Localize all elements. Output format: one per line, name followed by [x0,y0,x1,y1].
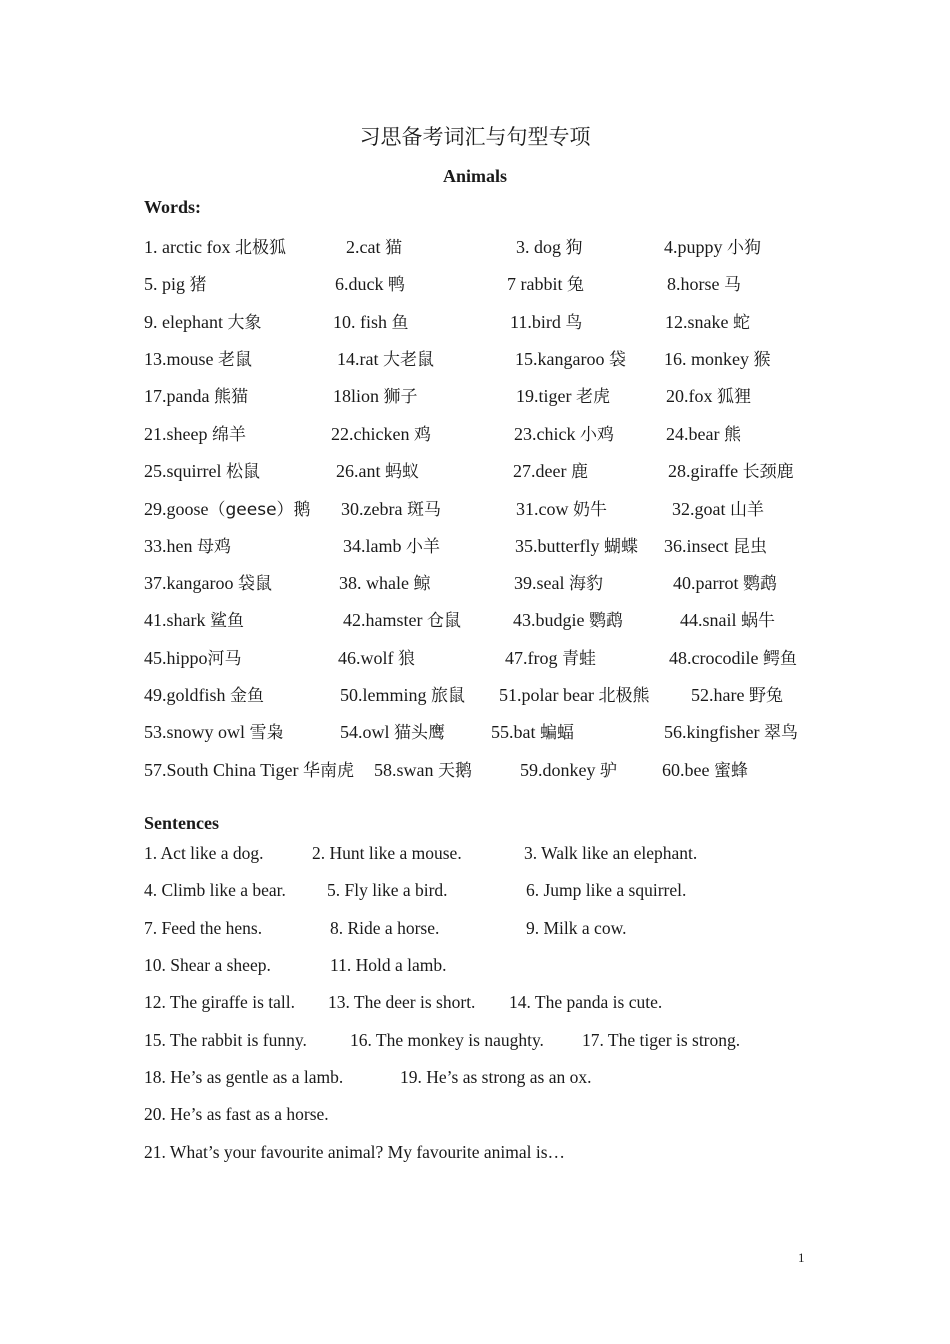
sentence-item: 5. Fly like a bird. [327,880,448,900]
word-row [144,308,844,334]
sentence-item: 11. Hold a lamb. [330,955,447,975]
sentence-row [144,1067,844,1093]
word-entry: 36.insect 昆虫 [664,536,767,557]
word-entry: 10. fish 鱼 [333,312,409,333]
word-entry: 2.cat 猫 [346,237,402,258]
word-entry: 46.wolf 狼 [338,648,415,669]
word-entry: 54.owl 猫头鹰 [340,722,445,743]
sentence-row [144,992,844,1018]
word-entry: 50.lemming 旅鼠 [340,685,465,706]
word-entry: 5. pig 猪 [144,274,207,295]
word-entry: 44.snail 蜗牛 [680,610,775,631]
sentence-item: 19. He’s as strong as an ox. [400,1067,592,1087]
word-entry: 56.kingfisher 翠鸟 [664,722,798,743]
word-entry: 26.ant 蚂蚁 [336,461,419,482]
document-subtitle: Animals [442,166,507,186]
sentence-row [144,955,844,981]
word-entry: 31.cow 奶牛 [516,499,607,520]
word-entry: 37.kangaroo 袋鼠 [144,573,272,594]
sentence-item: 1. Act like a dog. [144,843,264,863]
sentence-item: 8. Ride a horse. [330,918,440,938]
sentence-item: 7. Feed the hens. [144,918,263,938]
word-entry: 16. monkey 猴 [664,349,771,370]
sentence-row [144,843,844,869]
word-entry: 11.bird 鸟 [510,312,583,333]
word-entry: 15.kangaroo 袋 [515,349,626,370]
word-row [144,569,844,595]
page-number: 1 [798,1250,805,1265]
word-entry: 25.squirrel 松鼠 [144,461,260,482]
word-row [144,495,844,521]
word-entry: 29.goose（geese）鹅 [144,499,311,520]
word-row [144,681,844,707]
word-entry: 3. dog 狗 [516,237,583,258]
word-row [144,532,844,558]
sentence-row [144,1030,844,1056]
word-entry: 41.shark 鲨鱼 [144,610,244,631]
word-row [144,606,844,632]
sentence-row [144,1142,844,1168]
word-entry: 9. elephant 大象 [144,312,262,333]
word-entry: 24.bear 熊 [666,424,741,445]
word-entry: 49.goldfish 金鱼 [144,685,265,706]
sentence-row [144,918,844,944]
word-row [144,345,844,371]
word-row [144,420,844,446]
sentence-item: 16. The monkey is naughty. [350,1030,544,1050]
word-row [144,457,844,483]
sentence-item: 3. Walk like an elephant. [524,843,698,863]
document-title: 习思备考词汇与句型专项 [359,125,591,149]
sentence-item: 12. The giraffe is tall. [144,992,295,1012]
word-row [144,644,844,670]
sentence-item: 9. Milk a cow. [526,918,627,938]
word-entry: 14.rat 大老鼠 [337,349,434,370]
word-entry: 57.South China Tiger 华南虎 [144,760,355,781]
word-entry: 22.chicken 鸡 [331,424,431,445]
word-entry: 59.donkey 驴 [520,760,617,781]
word-entry: 19.tiger 老虎 [516,386,610,407]
word-entry: 45.hippo河马 [144,648,242,669]
sentence-item: 10. Shear a sheep. [144,955,271,975]
sentence-item: 20. He’s as fast as a horse. [144,1104,329,1124]
word-entry: 43.budgie 鹦鹉 [513,610,623,631]
words-heading: Words: [144,197,202,217]
word-entry: 20.fox 狐狸 [666,386,751,407]
word-entry: 47.frog 青蛙 [505,648,596,669]
word-entry: 18lion 狮子 [333,386,418,407]
sentence-item: 4. Climb like a bear. [144,880,286,900]
word-entry: 52.hare 野兔 [691,685,783,706]
word-entry: 39.seal 海豹 [514,573,603,594]
word-entry: 60.bee 蜜蜂 [662,760,748,781]
word-entry: 17.panda 熊猫 [144,386,248,407]
word-entry: 28.giraffe 长颈鹿 [668,461,794,482]
word-entry: 13.mouse 老鼠 [144,349,252,370]
word-entry: 30.zebra 斑马 [341,499,441,520]
word-entry: 33.hen 母鸡 [144,536,231,557]
sentence-item: 18. He’s as gentle as a lamb. [144,1067,344,1087]
sentence-item: 2. Hunt like a mouse. [312,843,462,863]
sentence-item: 13. The deer is short. [328,992,476,1012]
word-entry: 40.parrot 鹦鹉 [673,573,777,594]
word-entry: 6.duck 鸭 [335,274,405,295]
word-entry: 27.deer 鹿 [513,461,588,482]
sentence-item: 15. The rabbit is funny. [144,1030,307,1050]
word-entry: 48.crocodile 鳄鱼 [669,648,797,669]
word-entry: 58.swan 天鹅 [374,760,472,781]
sentence-item: 14. The panda is cute. [509,992,663,1012]
word-entry: 1. arctic fox 北极狐 [144,237,286,258]
word-row [144,233,844,259]
word-entry: 23.chick 小鸡 [514,424,614,445]
sentence-item: 6. Jump like a squirrel. [526,880,687,900]
word-entry: 55.bat 蝙蝠 [491,722,574,743]
sentences-heading: Sentences [144,813,219,833]
sentence-item: 21. What’s your favourite animal? My favourite animal is… [144,1142,566,1162]
word-entry: 21.sheep 绵羊 [144,424,246,445]
word-row [144,382,844,408]
sentence-row [144,1104,844,1130]
word-entry: 42.hamster 仓鼠 [343,610,461,631]
word-entry: 4.puppy 小狗 [664,237,761,258]
word-entry: 7 rabbit 兔 [507,274,584,295]
word-entry: 35.butterfly 蝴蝶 [515,536,638,557]
word-entry: 8.horse 马 [667,274,741,295]
sentence-item: 17. The tiger is strong. [582,1030,741,1050]
word-row [144,756,844,782]
word-entry: 32.goat 山羊 [672,499,764,520]
word-row [144,270,844,296]
word-entry: 53.snowy owl 雪枭 [144,722,284,743]
word-row [144,718,844,744]
word-entry: 12.snake 蛇 [665,312,750,333]
word-entry: 34.lamb 小羊 [343,536,440,557]
word-entry: 51.polar bear 北极熊 [499,685,650,706]
sentence-row [144,880,844,906]
word-entry: 38. whale 鲸 [339,573,431,594]
